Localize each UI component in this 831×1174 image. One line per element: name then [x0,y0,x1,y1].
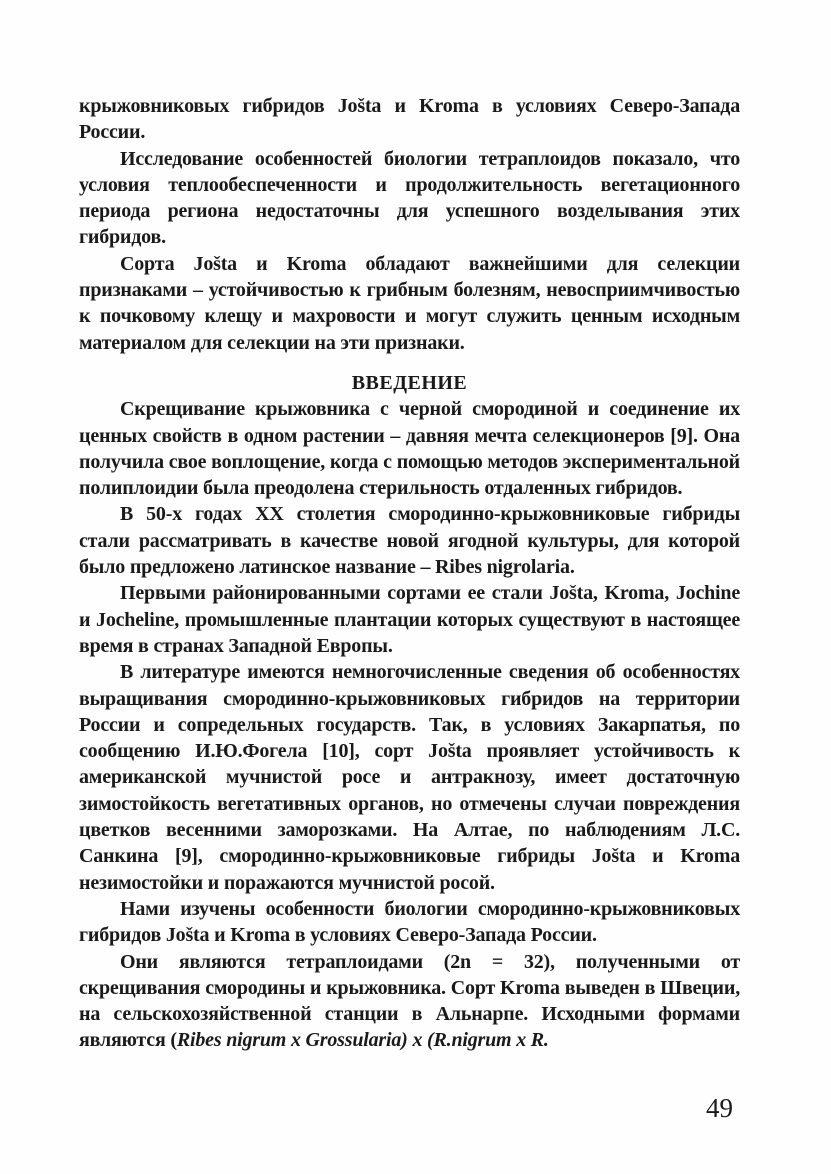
paragraph-intro-3: Первыми районированными сортами ее стали Jošta, Kroma, Jochine и Jocheline, промышленные плантации которых существуют в настоящее время в странах Западной Европы. [79,582,740,657]
paragraph-tetraploid-study: Исследование особенностей биологии тетраплоидов показало, что условия теплообеспеченности и продолжительность вегетационного периода региона недостаточны для успешного возделывания этих гибридов. [79,147,740,249]
section-heading: ВВЕДЕНИЕ [351,371,468,394]
paragraph-varieties-value: Сорта Jošta и Kroma обладают важнейшими для селекции признаками – устойчивостью к грибным болезням, невосприимчивостью к почковому клещу и махровости и могут служить ценным исходным материалом для селекции на эти признаки. [79,252,740,354]
paragraph-x: x [407,1029,428,1052]
body-text [79,93,740,1054]
paragraph-intro-1: Скрещивание крыжовника с черной смородиной и соединение их ценных свойств в одном растении – давняя мечта селекционеров [9]. Она получила свое воплощение, когда с помощью методов экспериментальной полиплоидии была преодолена стерильность отдаленных гибридов. [79,398,740,500]
paragraph-italic-2: (R.nigrum x R. [427,1029,549,1052]
paragraph-intro-4: В литературе имеются немногочисленные сведения об особенностях выращивания смородинно-крыжовниковых гибридов на территории России и сопредельных государств. Так, в условиях Закарпатья, по сообщению И.Ю.Фогела [10], сорт Jošta проявляет устойчивость к американской мучнистой росе и антракнозу, имеет достаточную зимостойкость вегетативных органов, но отмечены случаи повреждения цветков весенними заморозками. На Алтае, по наблюдениям Л.С. Санкина [9], смородинно-крыжовниковые гибриды Jošta и Kroma незимостойки и поражаются мучнистой росой. [79,661,740,894]
paragraph-text-start: Они являются тетраплоидами (2n = 32), полученными от скрещивания смородины и крыжовника. Сорт Kroma выведен в Швеции, на сельскохозяйственной станции в Альнарпе. Исходными формами являются ( [79,950,740,1052]
paragraph-intro-2: В 50-х годах XX столетия смородинно-крыжовниковые гибриды стали рассматривать в качестве новой ягодной культуры, для которой было предложено латинское название – Ribes nigrolaria. [79,503,740,579]
paragraph-italic-1: Ribes nigrum x Grossularia) [176,1029,408,1052]
paragraph-intro-6 [79,949,740,1054]
paragraph-intro-5: Нами изучены особенности биологии смородинно-крыжовниковых гибридов Jošta и Kroma в условиях Северо-Запада России. [79,897,740,947]
page-number: 49 [706,1093,733,1123]
paragraph-continuation: крыжовниковых гибридов Jošta и Kroma в условиях Северо-Запада России. [79,95,740,144]
